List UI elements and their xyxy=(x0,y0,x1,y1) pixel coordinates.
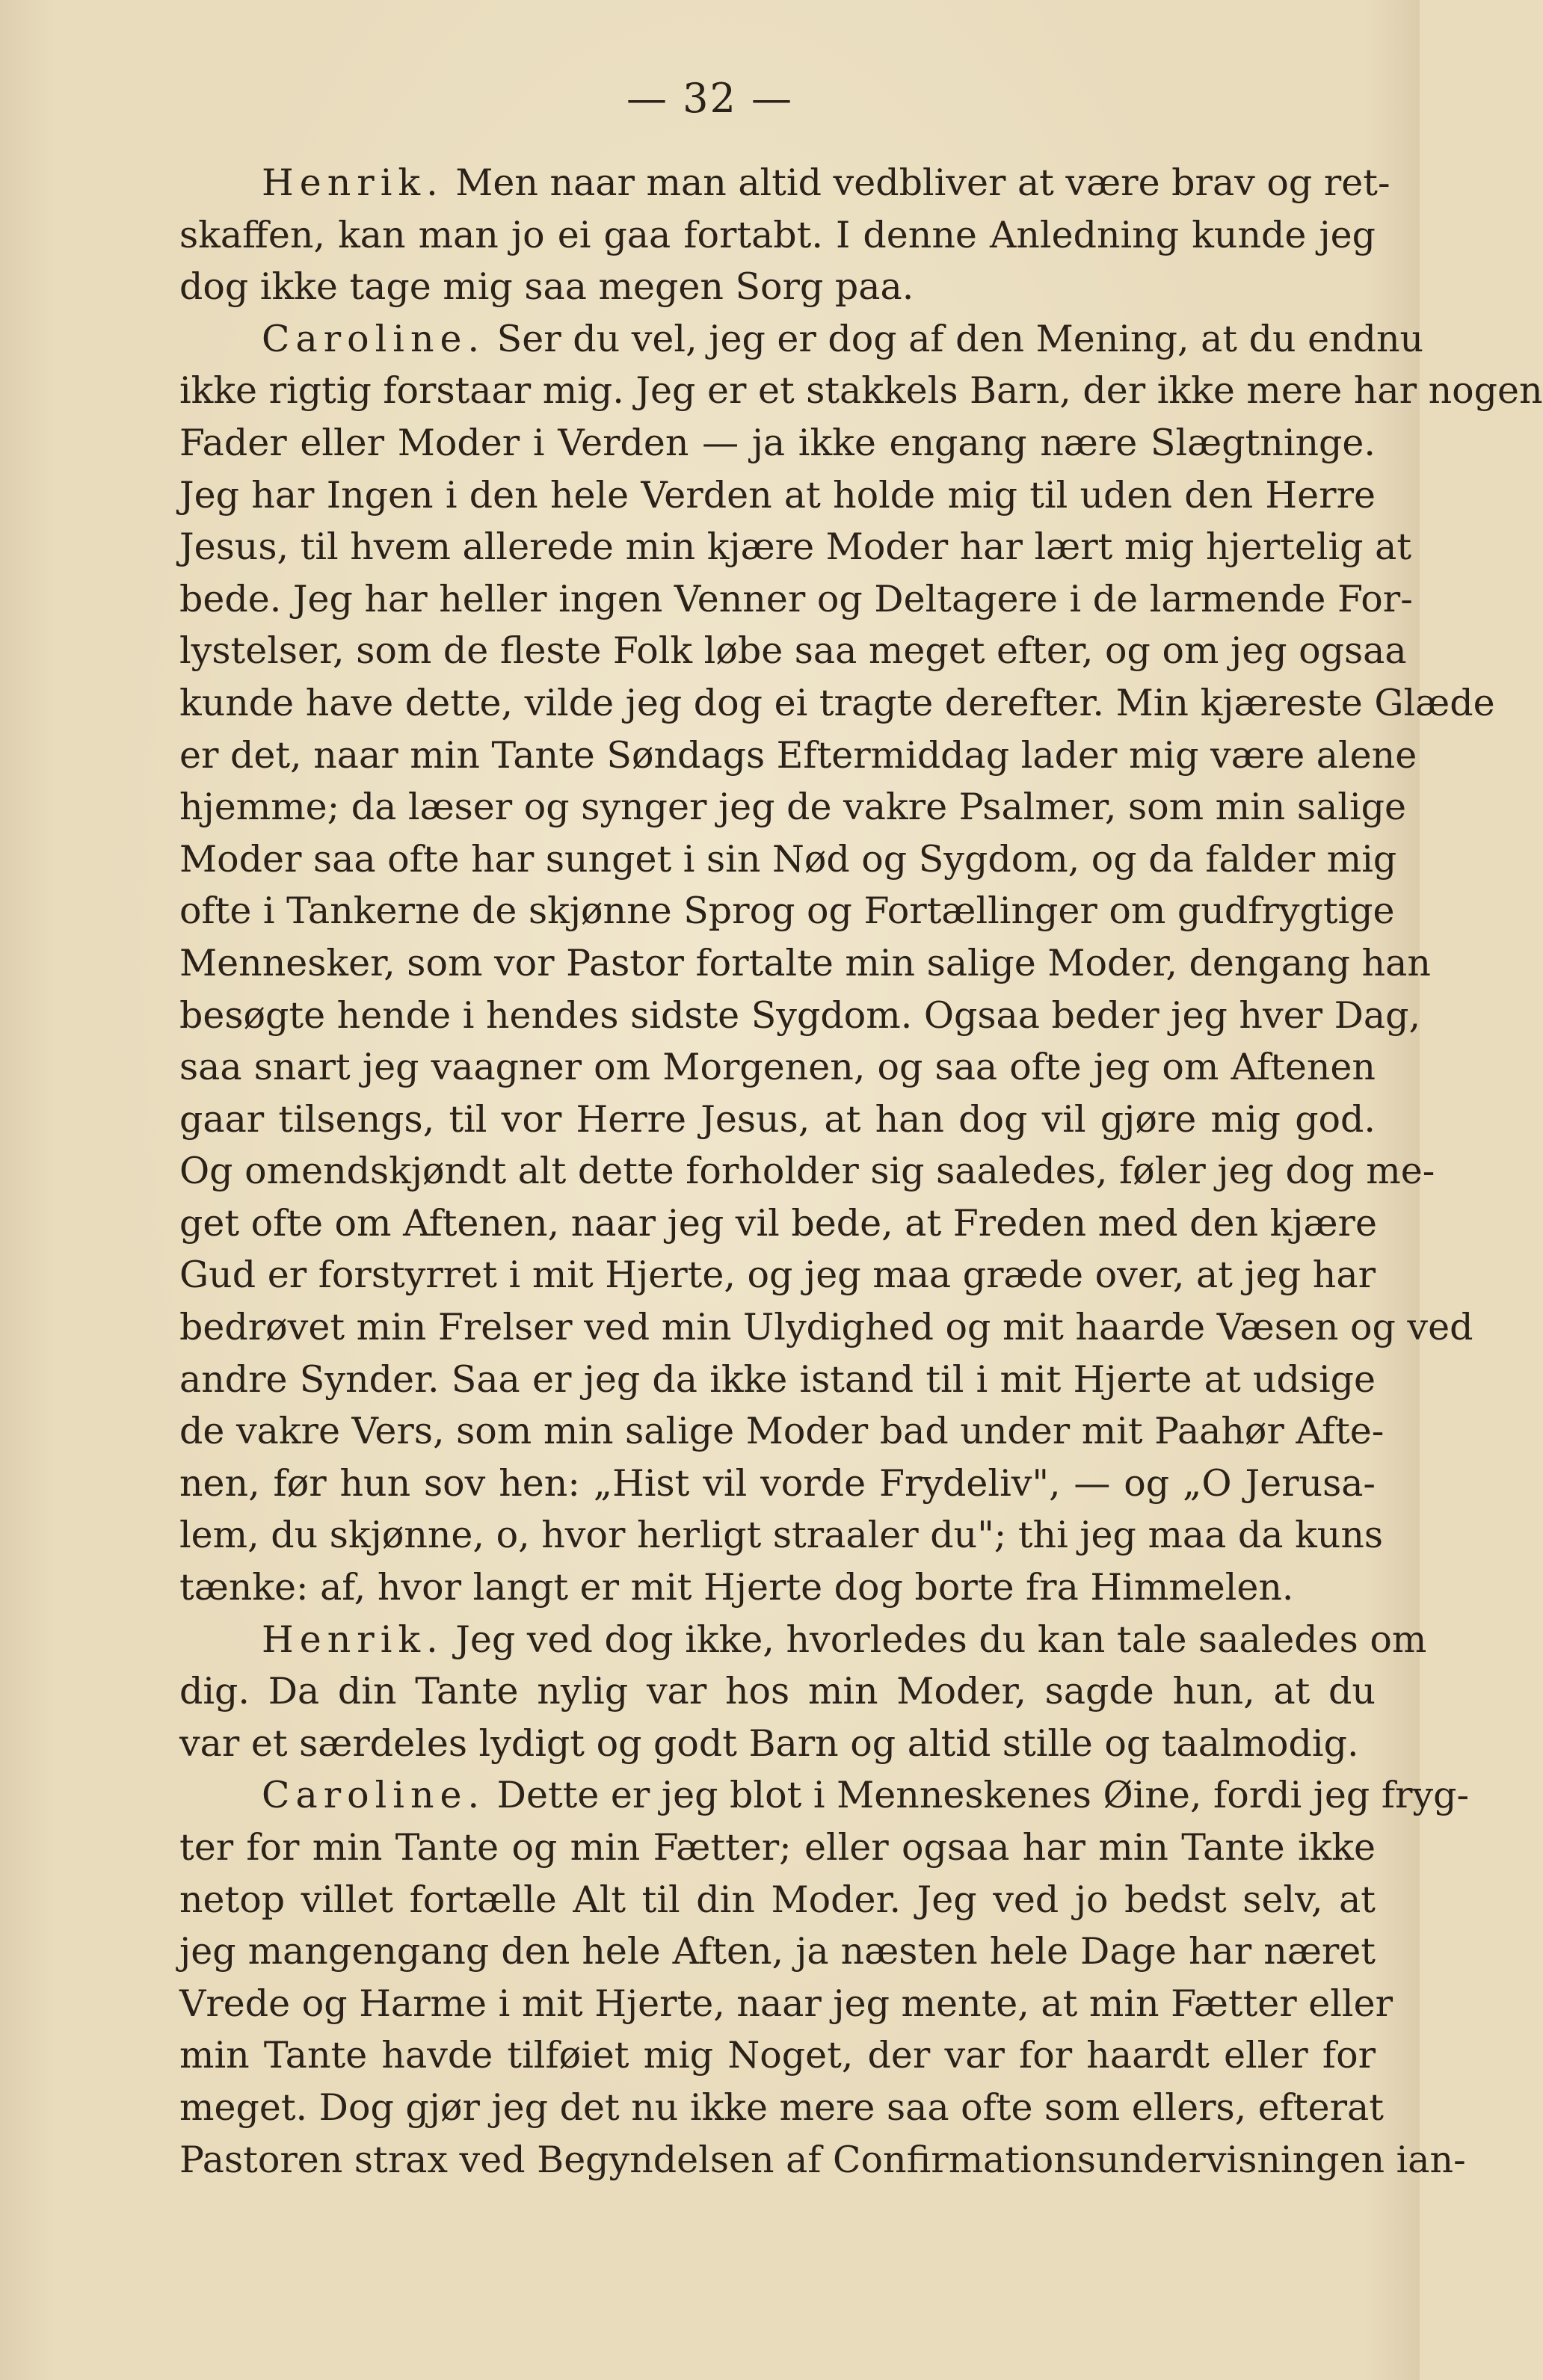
line-text: jeg mangengang den hele Aften, ja næsten hele Dage har næret xyxy=(179,1930,1376,1973)
text-line xyxy=(179,1509,1384,1562)
page-number: — 32 — xyxy=(626,75,794,122)
text-line xyxy=(179,730,1417,782)
line-text: ikke rigtig forstaar mig. Jeg er et stakkels Barn, der ikke mere har nogen xyxy=(179,369,1543,413)
text-line xyxy=(179,2134,1466,2186)
text-line xyxy=(179,1301,1473,1354)
line-text: Mennesker, som vor Pastor fortalte min salige Moder, dengang han xyxy=(179,941,1431,984)
text-line xyxy=(179,1249,1376,1301)
line-text: meget. Dog gjør jeg det nu ikke mere saa ofte som ellers, efterat xyxy=(179,2085,1384,2129)
line-text: bedrøvet min Frelser ved min Ulydighed og mit haarde Væsen og ved xyxy=(179,1306,1473,1349)
line-text: dog ikke tage mig saa megen Sorg paa. xyxy=(179,265,914,309)
line-text: min Tante havde tilføiet mig Noget, der var for haardt eller for xyxy=(179,2034,1376,2077)
text-line xyxy=(179,1041,1376,1094)
text-line xyxy=(179,937,1431,990)
text-line xyxy=(179,365,1543,417)
speaker-name: Caroline. xyxy=(262,1774,486,1817)
line-text: lystelser, som de fleste Folk løbe saa meget efter, og om jeg ogsaa xyxy=(179,629,1407,673)
line-text: hjemme; da læser og synger jeg de vakre Psalmer, som min salige xyxy=(179,786,1406,829)
line-text: Dette er jeg blot i Menneskenes Øine, fordi jeg fryg- xyxy=(485,1774,1470,1817)
speaker-name: Caroline. xyxy=(262,317,486,360)
line-text: Fader eller Moder i Verden — ja ikke engang nære Slægtninge. xyxy=(179,421,1376,464)
line-text: bede. Jeg har heller ingen Venner og Deltagere i de larmende For- xyxy=(179,577,1413,620)
line-text: andre Synder. Saa er jeg da ikke istand til i mit Hjerte at udsige xyxy=(179,1357,1376,1401)
text-line xyxy=(179,469,1376,522)
text-line xyxy=(179,1562,1376,1614)
line-text: Ser du vel, jeg er dog af den Mening, at du endnu xyxy=(485,317,1424,360)
text-line xyxy=(179,1614,1427,1666)
text-line xyxy=(179,1197,1376,1250)
line-text: de vakre Vers, som min salige Moder bad under mit Paahør Afte- xyxy=(179,1410,1385,1453)
line-text: nen, før hun sov hen: „Hist vil vorde Frydeliv", — og „O Jerusa- xyxy=(179,1461,1376,1505)
line-text: Jeg ved dog ikke, hvorledes du kan tale saaledes om xyxy=(443,1618,1427,1661)
text-block xyxy=(179,157,1543,2186)
text-line xyxy=(179,885,1395,937)
line-text: er det, naar min Tante Søndags Eftermiddag lader mig være alene xyxy=(179,733,1417,777)
text-line xyxy=(179,625,1407,677)
text-line xyxy=(179,157,1390,209)
text-line xyxy=(179,1405,1385,1458)
text-line xyxy=(179,990,1421,1042)
text-line xyxy=(179,521,1412,573)
text-line xyxy=(179,1718,1376,1770)
line-text: tænke: af, hvor langt er mit Hjerte dog borte fra Himmelen. xyxy=(179,1566,1294,1609)
line-text: gaar tilsengs, til vor Herre Jesus, at han dog vil gjøre mig god. xyxy=(179,1097,1376,1141)
line-text: lem, du skjønne, o, hvor herligt straaler du"; thi jeg maa da kuns xyxy=(179,1514,1384,1557)
line-text: skaffen, kan man jo ei gaa fortabt. I denne Anledning kunde jeg xyxy=(179,213,1376,256)
text-line xyxy=(179,677,1495,730)
line-text: Moder saa ofte har sunget i sin Nød og Sygdom, og da falder mig xyxy=(179,837,1397,881)
line-text: var et særdeles lydigt og godt Barn og altid stille og taalmodig. xyxy=(179,1721,1359,1765)
text-line xyxy=(179,313,1424,366)
line-text: Men naar man altid vedbliver at være brav og ret- xyxy=(443,161,1390,204)
line-text: Gud er forstyrret i mit Hjerte, og jeg maa græde over, at jeg har xyxy=(179,1254,1376,1297)
line-text: netop villet fortælle Alt til din Moder. Jeg ved jo bedst selv, at xyxy=(179,1878,1376,1921)
line-text: Og omendskjøndt alt dette forholder sig saaledes, føler jeg dog me- xyxy=(179,1150,1435,1193)
text-line xyxy=(179,261,1376,313)
line-text: ter for min Tante og min Fætter; eller ogsaa har min Tante ikke xyxy=(179,1826,1376,1869)
text-line xyxy=(179,1769,1470,1822)
text-line xyxy=(179,573,1413,626)
text-line xyxy=(179,1458,1376,1510)
text-line xyxy=(179,833,1397,886)
text-line xyxy=(179,1145,1435,1197)
line-text: Vrede og Harme i mit Hjerte, naar jeg mente, at min Fætter eller xyxy=(179,1982,1393,2025)
text-line xyxy=(179,1094,1376,1146)
line-text: Pastoren strax ved Begyndelsen af Confirmationsundervisningen ian- xyxy=(179,2138,1466,2181)
line-text: dig. Da din Tante nylig var hos min Moder, sagde hun, at du xyxy=(179,1670,1376,1713)
text-line xyxy=(179,1978,1393,2030)
text-line xyxy=(179,209,1376,262)
line-text: saa snart jeg vaagner om Morgenen, og saa ofte jeg om Aftenen xyxy=(179,1046,1376,1089)
line-text: ofte i Tankerne de skjønne Sprog og Fortællinger om gudfrygtige xyxy=(179,890,1395,933)
speaker-name: Henrik. xyxy=(262,161,444,204)
line-text: Jesus, til hvem allerede min kjære Moder har lært mig hjertelig at xyxy=(179,525,1412,569)
text-line xyxy=(179,1665,1376,1718)
text-line xyxy=(179,2082,1384,2134)
text-line xyxy=(179,417,1376,469)
text-line xyxy=(179,1354,1376,1406)
text-line xyxy=(179,2029,1376,2082)
text-line xyxy=(179,1822,1376,1874)
text-line xyxy=(179,1926,1376,1978)
line-text: Jeg har Ingen i den hele Verden at holde mig til uden den Herre xyxy=(179,473,1376,517)
line-text: kunde have dette, vilde jeg dog ei tragte derefter. Min kjæreste Glæde xyxy=(179,681,1495,724)
text-line xyxy=(179,781,1406,833)
text-line xyxy=(179,1874,1376,1926)
line-text: besøgte hende i hendes sidste Sygdom. Ogsaa beder jeg hver Dag, xyxy=(179,993,1421,1037)
speaker-name: Henrik. xyxy=(262,1618,444,1661)
line-text: get ofte om Aftenen, naar jeg vil bede, at Freden med den kjære xyxy=(179,1201,1377,1245)
